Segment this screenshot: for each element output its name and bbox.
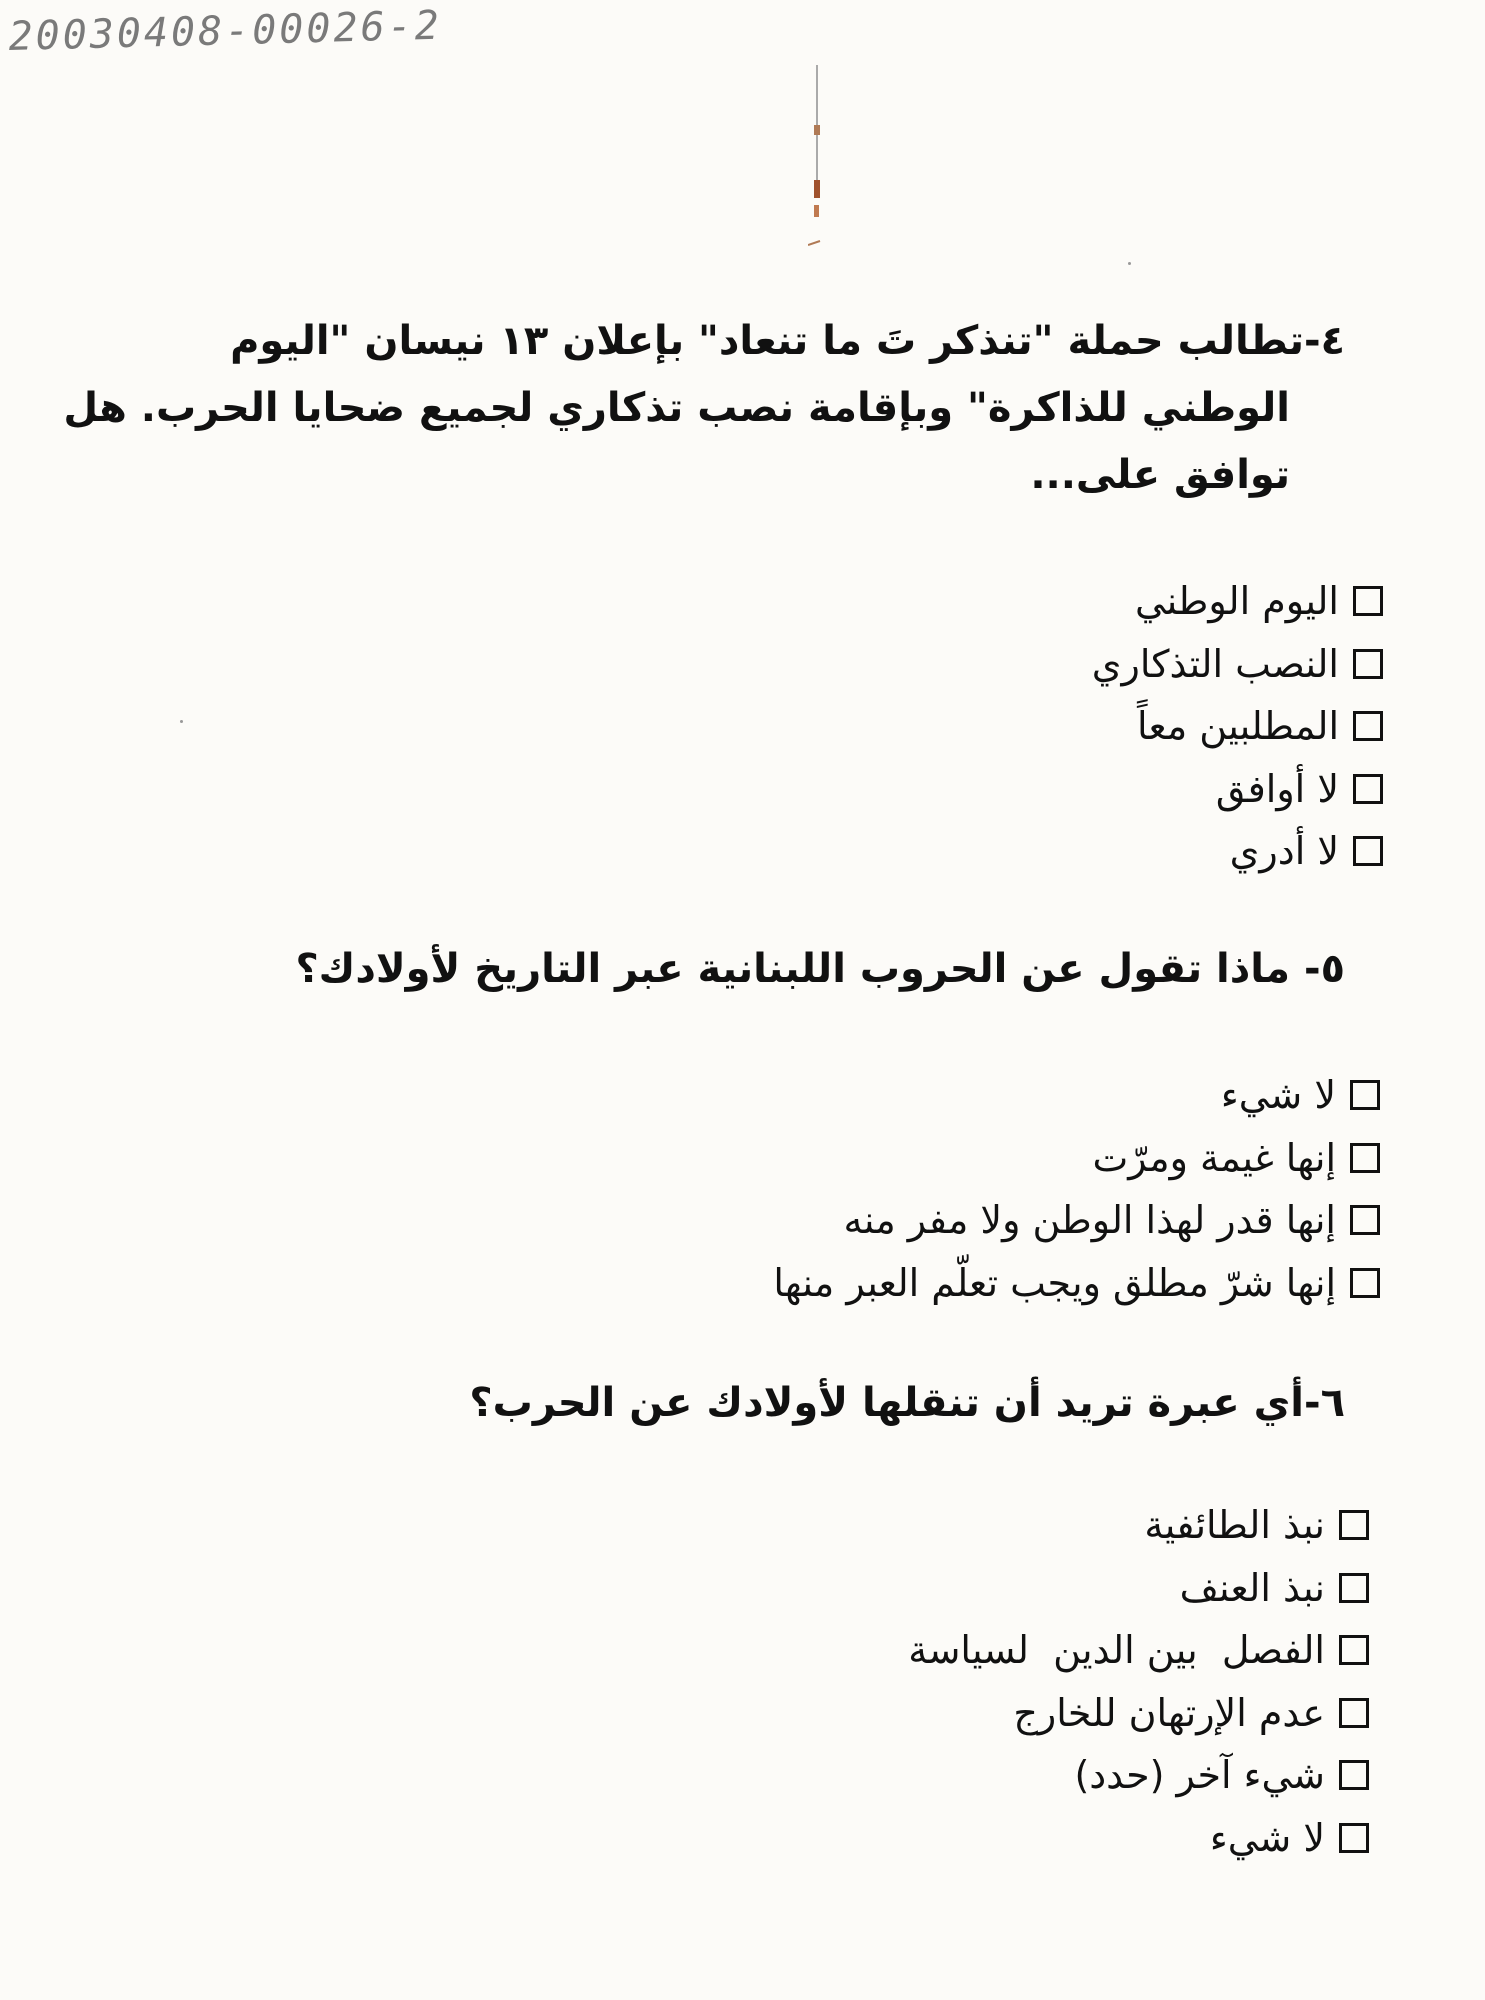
option-fate[interactable] [773,1189,1380,1252]
staple-mark [808,55,826,255]
option-label: لا أدري [1229,829,1339,874]
option-label: الفصل بين الدين لسياسة [908,1628,1325,1673]
option-label: النصب التذكاري [1091,641,1339,686]
option-label: نبذ العنف [1179,1565,1325,1610]
option-separate-religion-politics[interactable] [908,1619,1369,1682]
checkbox[interactable] [1350,1080,1380,1110]
question-5: ٥- ماذا تقول عن الحروب اللبنانية عبر التاريخ لأولادك؟ [295,946,1345,992]
checkbox[interactable] [1350,1268,1380,1298]
question-4-line-2: الوطني للذاكرة" وبإقامة نصب تذكاري لجميع ضحايا الحرب. هل [63,385,1290,431]
question-6: ٦-أي عبرة تريد أن تنقلها لأولادك عن الحرب؟ [469,1380,1345,1426]
option-label: إنها قدر لهذا الوطن ولا مفر منه [843,1198,1336,1243]
option-passing-cloud[interactable] [773,1127,1380,1190]
option-something-else[interactable] [908,1744,1369,1807]
handwritten-reference-code: 20030408-00026-2 [8,2,443,60]
checkbox[interactable] [1339,1823,1369,1853]
option-label: شيء آخر (حدد) [1074,1753,1325,1798]
option-no-foreign-dependence[interactable] [908,1682,1369,1745]
option-national-day[interactable] [1092,570,1383,633]
option-disagree[interactable] [1092,758,1383,821]
option-label: إنها شرّ مطلق ويجب تعلّم العبر منها [773,1260,1336,1305]
checkbox[interactable] [1350,1205,1380,1235]
question-4-line-1: ٤-تطالب حملة "تنذكر تَ ما تنعاد" بإعلان ١٣ نيسان "اليوم [230,318,1345,364]
question-5-options [773,1064,1380,1314]
checkbox[interactable] [1353,774,1383,804]
option-label: لا شيء [1220,1073,1336,1118]
option-label: نبذ الطائفية [1144,1503,1325,1548]
question-6-options [908,1494,1369,1869]
checkbox[interactable] [1339,1510,1369,1540]
option-label: لا شيء [1209,1815,1325,1860]
checkbox[interactable] [1339,1573,1369,1603]
option-label: اليوم الوطني [1135,579,1339,624]
option-label: عدم الإرتهان للخارج [1013,1690,1325,1735]
option-both-demands[interactable] [1092,695,1383,758]
option-absolute-evil[interactable] [773,1252,1380,1315]
option-nothing[interactable] [908,1807,1369,1870]
checkbox[interactable] [1339,1698,1369,1728]
option-label: إنها غيمة ومرّت [1092,1135,1336,1180]
question-4-line-3: توافق على... [1030,452,1290,498]
question-4-options [1092,570,1383,883]
checkbox[interactable] [1339,1635,1369,1665]
option-dont-know[interactable] [1092,820,1383,883]
stray-dot [1128,262,1131,265]
option-label: لا أوافق [1215,766,1339,811]
question-4 [63,308,1345,509]
stray-dot [180,720,183,723]
option-label: المطلبين معاً [1136,704,1339,749]
option-reject-violence[interactable] [908,1557,1369,1620]
checkbox[interactable] [1339,1760,1369,1790]
option-reject-sectarianism[interactable] [908,1494,1369,1557]
checkbox[interactable] [1353,836,1383,866]
checkbox[interactable] [1350,1143,1380,1173]
option-nothing[interactable] [773,1064,1380,1127]
checkbox[interactable] [1353,586,1383,616]
option-memorial[interactable] [1092,633,1383,696]
checkbox[interactable] [1353,649,1383,679]
checkbox[interactable] [1353,711,1383,741]
